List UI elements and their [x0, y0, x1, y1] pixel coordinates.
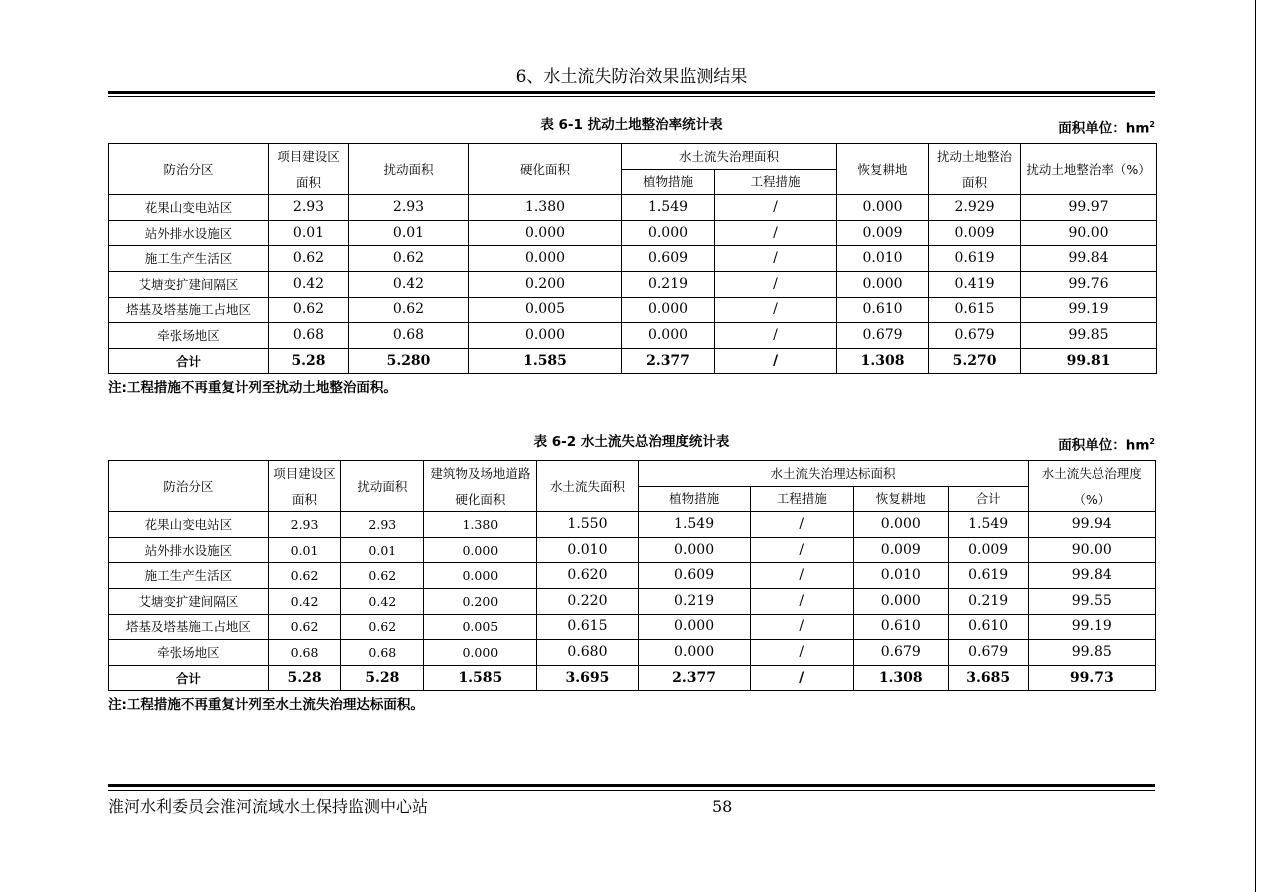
table1-cell-rate: 99.76: [1021, 271, 1157, 297]
table2-cell-building: 0.000: [424, 563, 537, 589]
table1-cell-plant: 0.609: [622, 246, 715, 272]
table1-cell-zone: 牵张场地区: [109, 323, 269, 349]
table2-cell-loss: 1.550: [537, 512, 638, 538]
table1-cell-farmland: 0.610: [837, 297, 929, 323]
table2-cell-engineering: /: [750, 665, 853, 691]
table2-cell-zone: 牵张场地区: [109, 640, 269, 666]
table2-header-building-l2: 硬化面积: [455, 491, 506, 507]
header-rule-thin: [108, 96, 1155, 97]
table1-cell-project-area: 5.28: [269, 348, 349, 374]
table2-header-zone: 防治分区: [109, 461, 269, 512]
table2-cell-engineering: /: [750, 512, 853, 538]
table2-cell-plant: 2.377: [638, 665, 750, 691]
table2-row: [109, 512, 1156, 538]
table2-cell-plant: 0.609: [638, 563, 750, 589]
table2-cell-farmland: 0.000: [853, 512, 948, 538]
table2-row: [109, 563, 1156, 589]
table1-cell-disturbed: 2.93: [349, 195, 469, 221]
table1-cell-project-area: 2.93: [269, 195, 349, 221]
table1-note: 注:工程措施不再重复计列至扰动土地整治面积。: [108, 380, 397, 396]
table1-caption: 表 6-1 扰动土地整治率统计表: [540, 117, 723, 133]
table1-header-project-area-l2: 面积: [295, 174, 321, 190]
table2-unit: [1058, 431, 1155, 457]
table2-row: [109, 588, 1156, 614]
table1-cell-engineering: /: [715, 323, 837, 349]
table2-header-restored-farmland: 恢复耕地: [853, 486, 948, 512]
table2-cell-degree: 99.94: [1028, 512, 1155, 538]
table1-cell-zone: 花果山变电站区: [109, 195, 269, 221]
table2-cell-disturbed: 5.28: [341, 665, 424, 691]
table2-cell-disturbed: 2.93: [341, 512, 424, 538]
table2-cell-building: 0.005: [424, 614, 537, 640]
table1-cell-plant: 0.219: [622, 271, 715, 297]
table1-header-project-area-l1: 项目建设区: [277, 148, 340, 164]
table2-cell-degree: 99.85: [1028, 640, 1155, 666]
table2-header-loss-area: 水土流失面积: [537, 461, 638, 512]
table2-cell-subtotal: 0.610: [948, 614, 1028, 640]
table1-cell-hardened: 0.200: [469, 271, 622, 297]
table2-cell-farmland: 0.010: [853, 563, 948, 589]
table1-cell-engineering: /: [715, 195, 837, 221]
table2-cell-loss: 0.620: [537, 563, 638, 589]
table2-header-degree-l1: 水土流失总治理度: [1041, 465, 1142, 481]
table2-caption: 表 6-2 水土流失总治理度统计表: [533, 434, 730, 450]
table1-cell-disturbed: 5.280: [349, 348, 469, 374]
table2-cell-zone: 站外排水设施区: [109, 537, 269, 563]
table1-cell-engineering: /: [715, 271, 837, 297]
table2-row: [109, 614, 1156, 640]
table1-total-row: [109, 348, 1157, 374]
table2-cell-zone: 艾塘变扩建间隔区: [109, 588, 269, 614]
table2-cell-subtotal: 3.685: [948, 665, 1028, 691]
table1-header-remediated-l1: 扰动土地整治: [937, 148, 1013, 164]
table1-cell-rate: 99.85: [1021, 323, 1157, 349]
table2-cell-degree: 99.19: [1028, 614, 1155, 640]
table1-cell-plant: 0.000: [622, 323, 715, 349]
table1-cell-disturbed: 0.42: [349, 271, 469, 297]
table1-row: [109, 246, 1157, 272]
table1-cell-remediated: 5.270: [929, 348, 1021, 374]
table1-cell-plant: 2.377: [622, 348, 715, 374]
table2-cell-engineering: /: [750, 537, 853, 563]
table2-cell-zone: 花果山变电站区: [109, 512, 269, 538]
table2-unit-sup: 2: [1149, 437, 1155, 446]
table2-cell-disturbed: 0.68: [341, 640, 424, 666]
table2-header-project-area-l2: 面积: [292, 491, 318, 507]
table2-unit-label: 面积单位：hm: [1058, 437, 1150, 454]
table2-cell-zone: 塔基及塔基施工占地区: [109, 614, 269, 640]
table2-cell-loss: 0.220: [537, 588, 638, 614]
table1-header-remediated-l2: 面积: [962, 174, 988, 190]
table1-cell-remediated: 0.619: [929, 246, 1021, 272]
table1-header-plant-measures: 植物措施: [622, 169, 715, 195]
table1-cell-farmland: 0.010: [837, 246, 929, 272]
table1-unit-label: 面积单位：hm: [1058, 120, 1150, 137]
table1-cell-zone: 施工生产生活区: [109, 246, 269, 272]
table1-cell-disturbed: 0.62: [349, 246, 469, 272]
table1-cell-farmland: 0.000: [837, 195, 929, 221]
table2-header-subtotal: 合计: [948, 486, 1028, 512]
table2-cell-subtotal: 0.009: [948, 537, 1028, 563]
table1-cell-zone: 艾塘变扩建间隔区: [109, 271, 269, 297]
table2-cell-plant: 0.000: [638, 640, 750, 666]
table1-cell-rate: 99.97: [1021, 195, 1157, 221]
table1-cell-hardened: 0.005: [469, 297, 622, 323]
table1-cell-rate: 90.00: [1021, 220, 1157, 246]
table2-cell-subtotal: 0.219: [948, 588, 1028, 614]
table2-header-degree-l2: （%）: [1073, 491, 1111, 507]
table1-header-engineering-measures: 工程措施: [715, 169, 837, 195]
table1-row: [109, 297, 1157, 323]
table1-header-remediated-area: [929, 144, 1021, 195]
table2-cell-subtotal: 1.549: [948, 512, 1028, 538]
table1-cell-hardened: 1.380: [469, 195, 622, 221]
table1-cell-engineering: /: [715, 297, 837, 323]
table1-header-restored-farmland: 恢复耕地: [837, 144, 929, 195]
table2-cell-farmland: 0.679: [853, 640, 948, 666]
table1-cell-remediated: 2.929: [929, 195, 1021, 221]
table2-row: [109, 640, 1156, 666]
table1-header-rate: 扰动土地整治率（%）: [1021, 144, 1157, 195]
table2-cell-engineering: /: [750, 563, 853, 589]
table1-cell-zone: 塔基及塔基施工占地区: [109, 297, 269, 323]
table2-cell-plant: 1.549: [638, 512, 750, 538]
table1-cell-plant: 0.000: [622, 297, 715, 323]
table2-cell-project-area: 2.93: [268, 512, 341, 538]
table1-cell-project-area: 0.01: [269, 220, 349, 246]
table2-cell-degree: 99.55: [1028, 588, 1155, 614]
table1-cell-remediated: 0.419: [929, 271, 1021, 297]
table1-cell-engineering: /: [715, 246, 837, 272]
table1-cell-hardened: 0.000: [469, 246, 622, 272]
table2-cell-project-area: 0.01: [268, 537, 341, 563]
table2-cell-building: 0.200: [424, 588, 537, 614]
table2-cell-building: 0.000: [424, 640, 537, 666]
table2-header-building-l1: 建筑物及场地道路: [430, 465, 531, 481]
table2-header-engineering-measures: 工程措施: [750, 486, 853, 512]
table2-total-row: [109, 665, 1156, 691]
table2-cell-zone: 合计: [109, 665, 269, 691]
table2-cell-project-area: 0.62: [268, 563, 341, 589]
table1-cell-engineering: /: [715, 348, 837, 374]
table2-cell-loss: 0.010: [537, 537, 638, 563]
table2-header-project-area-l1: 项目建设区: [273, 465, 336, 481]
table1-cell-hardened: 0.000: [469, 323, 622, 349]
table2-row: [109, 537, 1156, 563]
table1-row: [109, 220, 1157, 246]
table1-row: [109, 323, 1157, 349]
table1-row: [109, 195, 1157, 221]
table2-cell-building: 1.585: [424, 665, 537, 691]
page-frame-right-edge: [1255, 0, 1256, 892]
table1-cell-plant: 0.000: [622, 220, 715, 246]
table1-cell-farmland: 1.308: [837, 348, 929, 374]
table1-cell-farmland: 0.000: [837, 271, 929, 297]
table1-cell-farmland: 0.679: [837, 323, 929, 349]
table1-unit: [1058, 114, 1155, 140]
table2-cell-farmland: 0.610: [853, 614, 948, 640]
table2-header-plant-measures: 植物措施: [638, 486, 750, 512]
table2-header-target-area: 水土流失治理达标面积: [638, 461, 1028, 487]
table2-cell-engineering: /: [750, 614, 853, 640]
table1-header-zone: 防治分区: [109, 144, 269, 195]
table2-cell-zone: 施工生产生活区: [109, 563, 269, 589]
table1-cell-hardened: 1.585: [469, 348, 622, 374]
table2-cell-project-area: 0.42: [268, 588, 341, 614]
table2-cell-project-area: 0.68: [268, 640, 341, 666]
table2-cell-degree: 99.73: [1028, 665, 1155, 691]
table2-header-disturbed-area: 扰动面积: [341, 461, 424, 512]
footer-organization: 淮河水利委员会淮河流域水土保持监测中心站: [108, 797, 429, 816]
table1-cell-farmland: 0.009: [837, 220, 929, 246]
table2-cell-building: 1.380: [424, 512, 537, 538]
table1-cell-remediated: 0.615: [929, 297, 1021, 323]
table1-cell-rate: 99.81: [1021, 348, 1157, 374]
table1-cell-hardened: 0.000: [469, 220, 622, 246]
table1-cell-disturbed: 0.68: [349, 323, 469, 349]
table2-cell-farmland: 0.009: [853, 537, 948, 563]
table1-header-hardened-area: 硬化面积: [469, 144, 622, 195]
table1-row: [109, 271, 1157, 297]
table2-cell-subtotal: 0.619: [948, 563, 1028, 589]
table2-cell-loss: 3.695: [537, 665, 638, 691]
table2-cell-project-area: 5.28: [268, 665, 341, 691]
table1-caption-bar: [108, 114, 1155, 136]
table2: [108, 460, 1156, 691]
table2-cell-subtotal: 0.679: [948, 640, 1028, 666]
table1-unit-sup: 2: [1149, 120, 1155, 129]
table2-note: 注:工程措施不再重复计列至水土流失治理达标面积。: [108, 697, 424, 713]
table1-cell-rate: 99.19: [1021, 297, 1157, 323]
table1-cell-disturbed: 0.62: [349, 297, 469, 323]
table1-cell-project-area: 0.68: [269, 323, 349, 349]
table1-cell-plant: 1.549: [622, 195, 715, 221]
table2-cell-engineering: /: [750, 640, 853, 666]
table2-cell-degree: 99.84: [1028, 563, 1155, 589]
table2-cell-engineering: /: [750, 588, 853, 614]
table2-cell-disturbed: 0.42: [341, 588, 424, 614]
table2-cell-farmland: 0.000: [853, 588, 948, 614]
table2-cell-loss: 0.680: [537, 640, 638, 666]
table1-cell-zone: 站外排水设施区: [109, 220, 269, 246]
table1-cell-zone: 合计: [109, 348, 269, 374]
table2-cell-building: 0.000: [424, 537, 537, 563]
table2-cell-loss: 0.615: [537, 614, 638, 640]
table1-cell-remediated: 0.679: [929, 323, 1021, 349]
footer-rule-thin: [108, 790, 1155, 791]
table2-cell-plant: 0.000: [638, 614, 750, 640]
table2-cell-farmland: 1.308: [853, 665, 948, 691]
table2-cell-disturbed: 0.01: [341, 537, 424, 563]
table2-header-building-area: [424, 461, 537, 512]
table2-cell-disturbed: 0.62: [341, 614, 424, 640]
table2-header-degree: [1028, 461, 1155, 512]
table2-caption-bar: [108, 431, 1155, 453]
table2-cell-plant: 0.000: [638, 537, 750, 563]
footer-rule-thick: [108, 784, 1155, 787]
footer-page-number: 58: [712, 797, 733, 816]
table1-header-disturbed-area: 扰动面积: [349, 144, 469, 195]
page-section-title: 6、水土流失防治效果监测结果: [515, 67, 748, 87]
table1: [108, 143, 1157, 374]
table2-header-project-area: [268, 461, 341, 512]
table1-cell-project-area: 0.62: [269, 246, 349, 272]
table1-cell-remediated: 0.009: [929, 220, 1021, 246]
table1-cell-rate: 99.84: [1021, 246, 1157, 272]
table1-cell-project-area: 0.42: [269, 271, 349, 297]
table1-header-project-area: [269, 144, 349, 195]
table1-cell-disturbed: 0.01: [349, 220, 469, 246]
table1-header-treatment-area: 水土流失治理面积: [622, 144, 837, 170]
table2-cell-disturbed: 0.62: [341, 563, 424, 589]
table2-cell-project-area: 0.62: [268, 614, 341, 640]
table2-cell-degree: 90.00: [1028, 537, 1155, 563]
table2-cell-plant: 0.219: [638, 588, 750, 614]
table1-cell-project-area: 0.62: [269, 297, 349, 323]
table1-cell-engineering: /: [715, 220, 837, 246]
header-rule-thick: [108, 91, 1155, 94]
